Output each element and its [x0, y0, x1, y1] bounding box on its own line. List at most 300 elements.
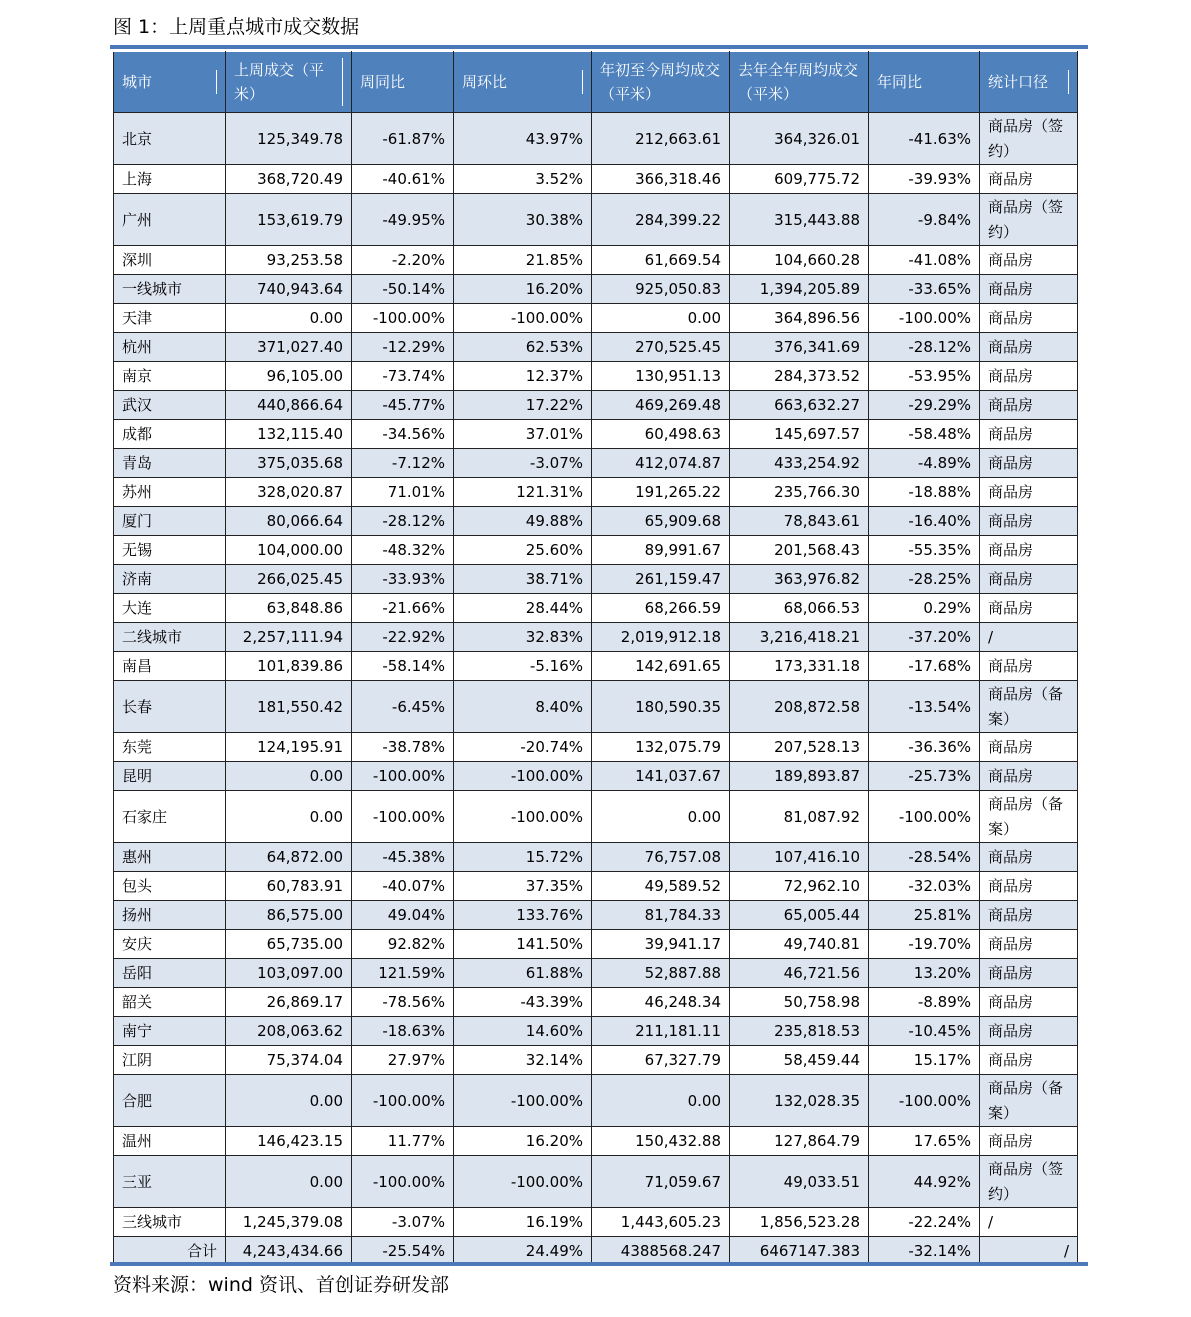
- cell-last-week: 375,035.68: [226, 449, 352, 478]
- table-row: [114, 565, 1078, 594]
- cell-city: 惠州: [114, 843, 226, 872]
- total-last-week: 4,243,434.66: [226, 1237, 352, 1266]
- cell-yoy-week: -58.14%: [352, 652, 454, 681]
- cell-yoy-week: -45.77%: [352, 391, 454, 420]
- cell-wow: -43.39%: [454, 988, 592, 1017]
- cell-last-year-avg: 363,976.82: [730, 565, 869, 594]
- cell-last-week: 104,000.00: [226, 536, 352, 565]
- cell-scope: 商品房: [980, 449, 1078, 478]
- cell-last-year-avg: 376,341.69: [730, 333, 869, 362]
- table-body: [114, 113, 1078, 1237]
- cell-yoy-year: 44.92%: [869, 1156, 980, 1208]
- cell-city: 韶关: [114, 988, 226, 1017]
- cell-city: 天津: [114, 304, 226, 333]
- cell-yoy-year: -39.93%: [869, 165, 980, 194]
- cell-yoy-week: 27.97%: [352, 1046, 454, 1075]
- cell-last-year-avg: 284,373.52: [730, 362, 869, 391]
- cell-last-week: 103,097.00: [226, 959, 352, 988]
- cell-ytd-avg: 191,265.22: [592, 478, 730, 507]
- cell-last-year-avg: 49,033.51: [730, 1156, 869, 1208]
- cell-yoy-week: -12.29%: [352, 333, 454, 362]
- cell-city: 二线城市: [114, 623, 226, 652]
- cell-last-year-avg: 235,818.53: [730, 1017, 869, 1046]
- cell-city: 昆明: [114, 762, 226, 791]
- cell-last-week: 132,115.40: [226, 420, 352, 449]
- cell-last-week: 60,783.91: [226, 872, 352, 901]
- cell-last-year-avg: 173,331.18: [730, 652, 869, 681]
- cell-yoy-year: -41.08%: [869, 246, 980, 275]
- cell-yoy-week: -3.07%: [352, 1208, 454, 1237]
- cell-scope: 商品房: [980, 165, 1078, 194]
- figure-title: 图 1：上周重点城市成交数据: [113, 16, 360, 38]
- cell-last-week: 80,066.64: [226, 507, 352, 536]
- cell-ytd-avg: 412,074.87: [592, 449, 730, 478]
- cell-city: 合肥: [114, 1075, 226, 1127]
- col-header-city: 城市: [114, 52, 226, 113]
- cell-yoy-week: -78.56%: [352, 988, 454, 1017]
- table-row: [114, 733, 1078, 762]
- cell-yoy-year: -22.24%: [869, 1208, 980, 1237]
- col-header-yoy-year: 年同比: [869, 52, 980, 113]
- cell-ytd-avg: 61,669.54: [592, 246, 730, 275]
- cell-last-week: 328,020.87: [226, 478, 352, 507]
- cell-last-week: 93,253.58: [226, 246, 352, 275]
- cell-ytd-avg: 67,327.79: [592, 1046, 730, 1075]
- cell-yoy-week: 92.82%: [352, 930, 454, 959]
- col-header-scope: 统计口径: [980, 52, 1078, 113]
- cell-wow: 61.88%: [454, 959, 592, 988]
- cell-ytd-avg: 925,050.83: [592, 275, 730, 304]
- cell-city: 东莞: [114, 733, 226, 762]
- cell-last-year-avg: 46,721.56: [730, 959, 869, 988]
- total-label: 合计: [114, 1237, 226, 1266]
- cell-last-year-avg: 1,856,523.28: [730, 1208, 869, 1237]
- cell-yoy-year: 25.81%: [869, 901, 980, 930]
- cell-yoy-year: -25.73%: [869, 762, 980, 791]
- cell-last-year-avg: 364,326.01: [730, 113, 869, 165]
- cell-yoy-week: -7.12%: [352, 449, 454, 478]
- cell-yoy-week: 49.04%: [352, 901, 454, 930]
- cell-scope: 商品房: [980, 275, 1078, 304]
- cell-ytd-avg: 0.00: [592, 304, 730, 333]
- cell-city: 一线城市: [114, 275, 226, 304]
- cell-last-week: 26,869.17: [226, 988, 352, 1017]
- cell-last-week: 75,374.04: [226, 1046, 352, 1075]
- col-header-wow: 周环比: [454, 52, 592, 113]
- cell-yoy-year: -100.00%: [869, 791, 980, 843]
- cell-city: 青岛: [114, 449, 226, 478]
- cell-last-week: 266,025.45: [226, 565, 352, 594]
- cell-yoy-year: -41.63%: [869, 113, 980, 165]
- cell-yoy-week: -100.00%: [352, 791, 454, 843]
- cell-scope: 商品房: [980, 478, 1078, 507]
- cell-yoy-week: -100.00%: [352, 762, 454, 791]
- cell-wow: 15.72%: [454, 843, 592, 872]
- cell-yoy-week: -100.00%: [352, 1156, 454, 1208]
- cell-yoy-week: 121.59%: [352, 959, 454, 988]
- col-header-ytd-avg: 年初至今周均成交（平米）: [592, 52, 730, 113]
- table-row: [114, 623, 1078, 652]
- cell-wow: -3.07%: [454, 449, 592, 478]
- total-wow: 24.49%: [454, 1237, 592, 1266]
- table-row: [114, 420, 1078, 449]
- cell-last-week: 371,027.40: [226, 333, 352, 362]
- cell-scope: 商品房: [980, 762, 1078, 791]
- table-row: [114, 652, 1078, 681]
- cell-ytd-avg: 469,269.48: [592, 391, 730, 420]
- cell-city: 厦门: [114, 507, 226, 536]
- table-row: [114, 930, 1078, 959]
- cell-ytd-avg: 212,663.61: [592, 113, 730, 165]
- cell-yoy-year: -10.45%: [869, 1017, 980, 1046]
- cell-yoy-year: -9.84%: [869, 194, 980, 246]
- cell-yoy-week: -21.66%: [352, 594, 454, 623]
- cell-ytd-avg: 132,075.79: [592, 733, 730, 762]
- cell-last-week: 181,550.42: [226, 681, 352, 733]
- cell-yoy-week: -48.32%: [352, 536, 454, 565]
- cell-yoy-year: -17.68%: [869, 652, 980, 681]
- cell-ytd-avg: 130,951.13: [592, 362, 730, 391]
- cell-last-week: 740,943.64: [226, 275, 352, 304]
- cell-yoy-week: -33.93%: [352, 565, 454, 594]
- table-row: [114, 507, 1078, 536]
- cell-yoy-year: -37.20%: [869, 623, 980, 652]
- cell-yoy-year: -53.95%: [869, 362, 980, 391]
- cell-scope: 商品房（备案）: [980, 681, 1078, 733]
- table-row: [114, 988, 1078, 1017]
- cell-last-year-avg: 127,864.79: [730, 1127, 869, 1156]
- cell-scope: /: [980, 623, 1078, 652]
- total-ytd-avg: 4388568.247: [592, 1237, 730, 1266]
- cell-city: 石家庄: [114, 791, 226, 843]
- cell-scope: 商品房: [980, 565, 1078, 594]
- cell-ytd-avg: 284,399.22: [592, 194, 730, 246]
- cell-scope: 商品房（签约）: [980, 1156, 1078, 1208]
- cell-scope: 商品房（签约）: [980, 113, 1078, 165]
- cell-city: 北京: [114, 113, 226, 165]
- top-rule: [110, 45, 1088, 49]
- cell-yoy-week: -100.00%: [352, 1075, 454, 1127]
- cell-last-year-avg: 235,766.30: [730, 478, 869, 507]
- cell-city: 无锡: [114, 536, 226, 565]
- cell-wow: 141.50%: [454, 930, 592, 959]
- cell-yoy-week: -34.56%: [352, 420, 454, 449]
- cell-ytd-avg: 52,887.88: [592, 959, 730, 988]
- cell-ytd-avg: 211,181.11: [592, 1017, 730, 1046]
- table-row: [114, 113, 1078, 165]
- cell-ytd-avg: 2,019,912.18: [592, 623, 730, 652]
- cell-wow: 3.52%: [454, 165, 592, 194]
- cell-scope: 商品房: [980, 652, 1078, 681]
- cell-last-week: 86,575.00: [226, 901, 352, 930]
- cell-scope: 商品房: [980, 872, 1078, 901]
- cell-last-year-avg: 145,697.57: [730, 420, 869, 449]
- table-row: [114, 681, 1078, 733]
- bottom-rule: [110, 1262, 1088, 1266]
- cell-yoy-week: -100.00%: [352, 304, 454, 333]
- cell-yoy-week: -49.95%: [352, 194, 454, 246]
- cell-wow: 133.76%: [454, 901, 592, 930]
- cell-ytd-avg: 0.00: [592, 1075, 730, 1127]
- table-row: [114, 791, 1078, 843]
- cell-yoy-year: -28.25%: [869, 565, 980, 594]
- cell-scope: 商品房: [980, 988, 1078, 1017]
- cell-last-year-avg: 58,459.44: [730, 1046, 869, 1075]
- cell-yoy-week: -28.12%: [352, 507, 454, 536]
- cell-wow: 8.40%: [454, 681, 592, 733]
- cell-yoy-year: -8.89%: [869, 988, 980, 1017]
- cell-last-year-avg: 78,843.61: [730, 507, 869, 536]
- cell-last-week: 0.00: [226, 304, 352, 333]
- cell-city: 三亚: [114, 1156, 226, 1208]
- cell-last-year-avg: 65,005.44: [730, 901, 869, 930]
- cell-ytd-avg: 68,266.59: [592, 594, 730, 623]
- cell-scope: 商品房（备案）: [980, 791, 1078, 843]
- cell-scope: 商品房: [980, 246, 1078, 275]
- cell-yoy-week: -6.45%: [352, 681, 454, 733]
- table-row: [114, 1075, 1078, 1127]
- cell-last-year-avg: 433,254.92: [730, 449, 869, 478]
- cell-last-week: 63,848.86: [226, 594, 352, 623]
- cell-wow: 32.14%: [454, 1046, 592, 1075]
- cell-scope: 商品房: [980, 1017, 1078, 1046]
- cell-city: 成都: [114, 420, 226, 449]
- cell-yoy-year: 0.29%: [869, 594, 980, 623]
- cell-wow: 37.01%: [454, 420, 592, 449]
- cell-last-year-avg: 189,893.87: [730, 762, 869, 791]
- cell-last-week: 101,839.86: [226, 652, 352, 681]
- cell-scope: 商品房: [980, 304, 1078, 333]
- table-row: [114, 362, 1078, 391]
- cell-wow: 14.60%: [454, 1017, 592, 1046]
- cell-last-year-avg: 3,216,418.21: [730, 623, 869, 652]
- cell-ytd-avg: 76,757.08: [592, 843, 730, 872]
- cell-last-week: 440,866.64: [226, 391, 352, 420]
- cell-scope: 商品房: [980, 420, 1078, 449]
- cell-yoy-week: -38.78%: [352, 733, 454, 762]
- cell-last-year-avg: 107,416.10: [730, 843, 869, 872]
- table-row: [114, 901, 1078, 930]
- cell-city: 南京: [114, 362, 226, 391]
- cell-wow: -100.00%: [454, 1156, 592, 1208]
- cell-yoy-year: -29.29%: [869, 391, 980, 420]
- cell-last-year-avg: 68,066.53: [730, 594, 869, 623]
- cell-yoy-year: -36.36%: [869, 733, 980, 762]
- cell-last-week: 1,245,379.08: [226, 1208, 352, 1237]
- cell-city: 三线城市: [114, 1208, 226, 1237]
- cell-last-year-avg: 207,528.13: [730, 733, 869, 762]
- cell-scope: 商品房: [980, 1046, 1078, 1075]
- cell-yoy-year: -32.03%: [869, 872, 980, 901]
- cell-last-week: 208,063.62: [226, 1017, 352, 1046]
- table-row: [114, 275, 1078, 304]
- cell-wow: -100.00%: [454, 1075, 592, 1127]
- cell-ytd-avg: 65,909.68: [592, 507, 730, 536]
- table-row: [114, 1017, 1078, 1046]
- cell-ytd-avg: 0.00: [592, 791, 730, 843]
- cell-wow: 12.37%: [454, 362, 592, 391]
- cell-city: 深圳: [114, 246, 226, 275]
- source-note: 资料来源：wind 资讯、首创证券研发部: [113, 1274, 449, 1296]
- cell-wow: -20.74%: [454, 733, 592, 762]
- cell-yoy-week: -45.38%: [352, 843, 454, 872]
- cell-yoy-year: -13.54%: [869, 681, 980, 733]
- cell-last-week: 64,872.00: [226, 843, 352, 872]
- cell-last-year-avg: 1,394,205.89: [730, 275, 869, 304]
- cell-last-week: 2,257,111.94: [226, 623, 352, 652]
- cell-city: 扬州: [114, 901, 226, 930]
- cell-wow: 121.31%: [454, 478, 592, 507]
- cell-ytd-avg: 180,590.35: [592, 681, 730, 733]
- cell-last-week: 96,105.00: [226, 362, 352, 391]
- cell-last-week: 65,735.00: [226, 930, 352, 959]
- cell-scope: 商品房: [980, 333, 1078, 362]
- table-row: [114, 1208, 1078, 1237]
- table-row: [114, 843, 1078, 872]
- cell-ytd-avg: 141,037.67: [592, 762, 730, 791]
- cell-ytd-avg: 270,525.45: [592, 333, 730, 362]
- cell-last-year-avg: 208,872.58: [730, 681, 869, 733]
- cell-yoy-week: -40.61%: [352, 165, 454, 194]
- table-row: [114, 449, 1078, 478]
- cell-wow: 43.97%: [454, 113, 592, 165]
- table-row: [114, 304, 1078, 333]
- total-yoy-year: -32.14%: [869, 1237, 980, 1266]
- table-row: [114, 762, 1078, 791]
- table-row: [114, 872, 1078, 901]
- table-row: [114, 1156, 1078, 1208]
- total-yoy-week: -25.54%: [352, 1237, 454, 1266]
- total-scope: /: [980, 1237, 1078, 1266]
- cell-ytd-avg: 150,432.88: [592, 1127, 730, 1156]
- cell-ytd-avg: 142,691.65: [592, 652, 730, 681]
- cell-wow: 30.38%: [454, 194, 592, 246]
- cell-wow: 38.71%: [454, 565, 592, 594]
- cell-wow: -5.16%: [454, 652, 592, 681]
- cell-scope: 商品房: [980, 362, 1078, 391]
- cell-scope: 商品房: [980, 507, 1078, 536]
- cell-scope: /: [980, 1208, 1078, 1237]
- table-row: [114, 165, 1078, 194]
- cell-ytd-avg: 46,248.34: [592, 988, 730, 1017]
- cell-scope: 商品房: [980, 733, 1078, 762]
- cell-last-year-avg: 315,443.88: [730, 194, 869, 246]
- table-row: [114, 536, 1078, 565]
- cell-last-week: 0.00: [226, 1075, 352, 1127]
- cell-wow: -100.00%: [454, 791, 592, 843]
- table-row: [114, 594, 1078, 623]
- total-last-year-avg: 6467147.383: [730, 1237, 869, 1266]
- cell-city: 济南: [114, 565, 226, 594]
- table-row: [114, 246, 1078, 275]
- cell-yoy-week: -40.07%: [352, 872, 454, 901]
- cell-yoy-week: -61.87%: [352, 113, 454, 165]
- cell-wow: 37.35%: [454, 872, 592, 901]
- cell-ytd-avg: 60,498.63: [592, 420, 730, 449]
- cell-yoy-year: -33.65%: [869, 275, 980, 304]
- cell-last-year-avg: 72,962.10: [730, 872, 869, 901]
- cell-city: 武汉: [114, 391, 226, 420]
- cell-ytd-avg: 39,941.17: [592, 930, 730, 959]
- cell-city: 上海: [114, 165, 226, 194]
- cell-wow: 16.20%: [454, 1127, 592, 1156]
- cell-yoy-week: -22.92%: [352, 623, 454, 652]
- col-header-yoy-week: 周同比: [352, 52, 454, 113]
- cell-yoy-year: -58.48%: [869, 420, 980, 449]
- cell-ytd-avg: 49,589.52: [592, 872, 730, 901]
- cell-last-year-avg: 609,775.72: [730, 165, 869, 194]
- cell-yoy-year: -18.88%: [869, 478, 980, 507]
- cell-last-year-avg: 50,758.98: [730, 988, 869, 1017]
- cell-yoy-year: -16.40%: [869, 507, 980, 536]
- cell-ytd-avg: 81,784.33: [592, 901, 730, 930]
- cell-yoy-week: -73.74%: [352, 362, 454, 391]
- table-row: [114, 1127, 1078, 1156]
- table-row: [114, 333, 1078, 362]
- cell-yoy-year: -19.70%: [869, 930, 980, 959]
- header-row: [114, 52, 1078, 113]
- cell-city: 包头: [114, 872, 226, 901]
- cell-scope: 商品房: [980, 843, 1078, 872]
- cell-yoy-week: -50.14%: [352, 275, 454, 304]
- table-row: [114, 391, 1078, 420]
- cell-last-week: 146,423.15: [226, 1127, 352, 1156]
- cell-wow: 32.83%: [454, 623, 592, 652]
- cell-last-week: 124,195.91: [226, 733, 352, 762]
- cell-scope: 商品房: [980, 536, 1078, 565]
- cell-yoy-year: -4.89%: [869, 449, 980, 478]
- cell-yoy-week: 11.77%: [352, 1127, 454, 1156]
- cell-yoy-year: 13.20%: [869, 959, 980, 988]
- cell-last-year-avg: 663,632.27: [730, 391, 869, 420]
- cell-wow: 62.53%: [454, 333, 592, 362]
- table-row: [114, 194, 1078, 246]
- cell-wow: 28.44%: [454, 594, 592, 623]
- cell-last-week: 153,619.79: [226, 194, 352, 246]
- cell-last-year-avg: 364,896.56: [730, 304, 869, 333]
- cell-scope: 商品房: [980, 959, 1078, 988]
- cell-last-year-avg: 132,028.35: [730, 1075, 869, 1127]
- cell-yoy-year: -28.54%: [869, 843, 980, 872]
- cell-city: 长春: [114, 681, 226, 733]
- cell-yoy-week: -18.63%: [352, 1017, 454, 1046]
- cell-ytd-avg: 261,159.47: [592, 565, 730, 594]
- cell-wow: 21.85%: [454, 246, 592, 275]
- cell-scope: 商品房: [980, 594, 1078, 623]
- cell-yoy-week: -2.20%: [352, 246, 454, 275]
- cell-city: 广州: [114, 194, 226, 246]
- cell-scope: 商品房（备案）: [980, 1075, 1078, 1127]
- cell-city: 安庆: [114, 930, 226, 959]
- cell-city: 苏州: [114, 478, 226, 507]
- cell-wow: -100.00%: [454, 304, 592, 333]
- table-row: [114, 959, 1078, 988]
- cell-city: 温州: [114, 1127, 226, 1156]
- cell-yoy-year: 17.65%: [869, 1127, 980, 1156]
- city-transactions-table: [113, 51, 1078, 1266]
- cell-ytd-avg: 1,443,605.23: [592, 1208, 730, 1237]
- cell-city: 南宁: [114, 1017, 226, 1046]
- cell-last-year-avg: 49,740.81: [730, 930, 869, 959]
- cell-wow: 16.19%: [454, 1208, 592, 1237]
- cell-last-year-avg: 104,660.28: [730, 246, 869, 275]
- cell-yoy-year: -100.00%: [869, 304, 980, 333]
- cell-yoy-year: -55.35%: [869, 536, 980, 565]
- cell-wow: 49.88%: [454, 507, 592, 536]
- cell-scope: 商品房: [980, 1127, 1078, 1156]
- cell-last-week: 125,349.78: [226, 113, 352, 165]
- cell-ytd-avg: 89,991.67: [592, 536, 730, 565]
